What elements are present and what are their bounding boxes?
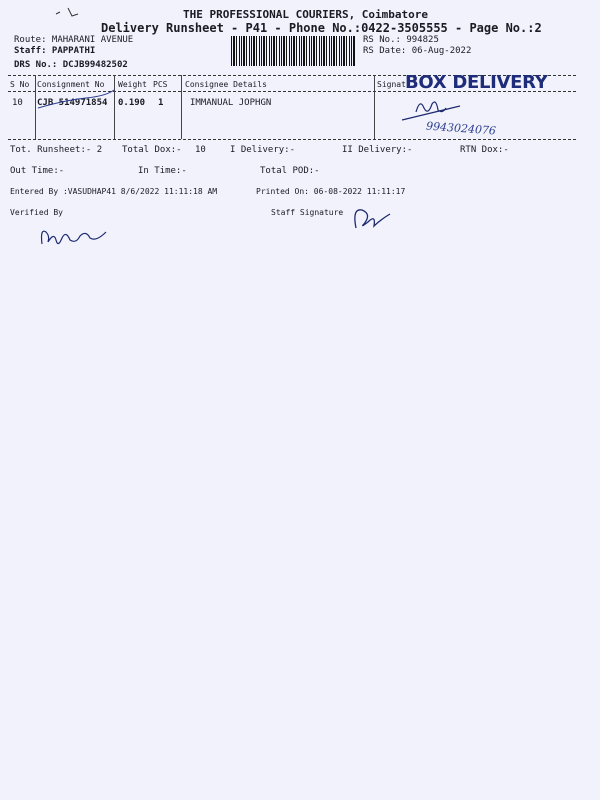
total-pod: Total POD:- [260,166,320,176]
col-divider [374,75,375,139]
header-consignee: Consignee Details [185,80,267,89]
out-time: Out Time:- [10,166,65,176]
total-dox-label: Total Dox:- [122,145,182,155]
header-signature: Signat [377,80,406,89]
i-delivery: I Delivery:- [230,145,296,155]
staff-signature-label: Staff Signature [271,208,344,217]
entered-by: Entered By :VASUDHAP41 8/6/2022 11:11:18 AM [10,187,218,196]
staff-label: Staff: PAPPATHI [14,46,96,56]
pen-mark [36,88,116,112]
verified-by-label: Verified By [10,208,63,217]
header-sno: S No [10,80,30,89]
company-title: THE PROFESSIONAL COURIERS, Coimbatore [183,8,429,21]
col-divider [181,75,182,139]
verifier-signature [36,222,116,252]
header-weight: Weight [118,80,147,89]
ii-delivery: II Delivery:- [342,145,413,155]
barcode-image [231,36,356,66]
box-delivery-stamp: BOX DELIVERY [405,72,548,93]
staff-signature [350,204,394,232]
header-consignment: Consignment No [37,80,105,89]
in-time: In Time:- [138,166,187,176]
rs-number: RS No.: 994825 [363,35,439,45]
total-dox-value: 10 [195,145,206,155]
rtn-dox: RTN Dox:- [460,145,509,155]
drs-number: DRS No.: DCJB99482502 [14,60,128,70]
header-pcs: PCS [153,80,168,89]
scan-mark [54,4,94,20]
row-pcs: 1 [158,98,164,108]
handwritten-phone: 9943024076 [425,119,497,138]
runsheet-title: Delivery Runsheet - P41 - Phone No.:0422-3505555 - Page No.:2 [101,21,542,35]
total-runsheet: Tot. Runsheet:- 2 [10,145,103,155]
row-consignment: CJB 514971854 [37,98,108,108]
row-weight: 0.190 [118,98,146,108]
route-label: Route: MAHARANI AVENUE [14,35,134,45]
table-bottom-rule [8,139,576,140]
row-sno: 10 [12,98,23,108]
rs-date: RS Date: 06-Aug-2022 [363,46,472,56]
row-consignee: IMMANUAL JOPHGN [190,98,272,108]
printed-on: Printed On: 06-08-2022 11:11:17 [256,187,406,196]
